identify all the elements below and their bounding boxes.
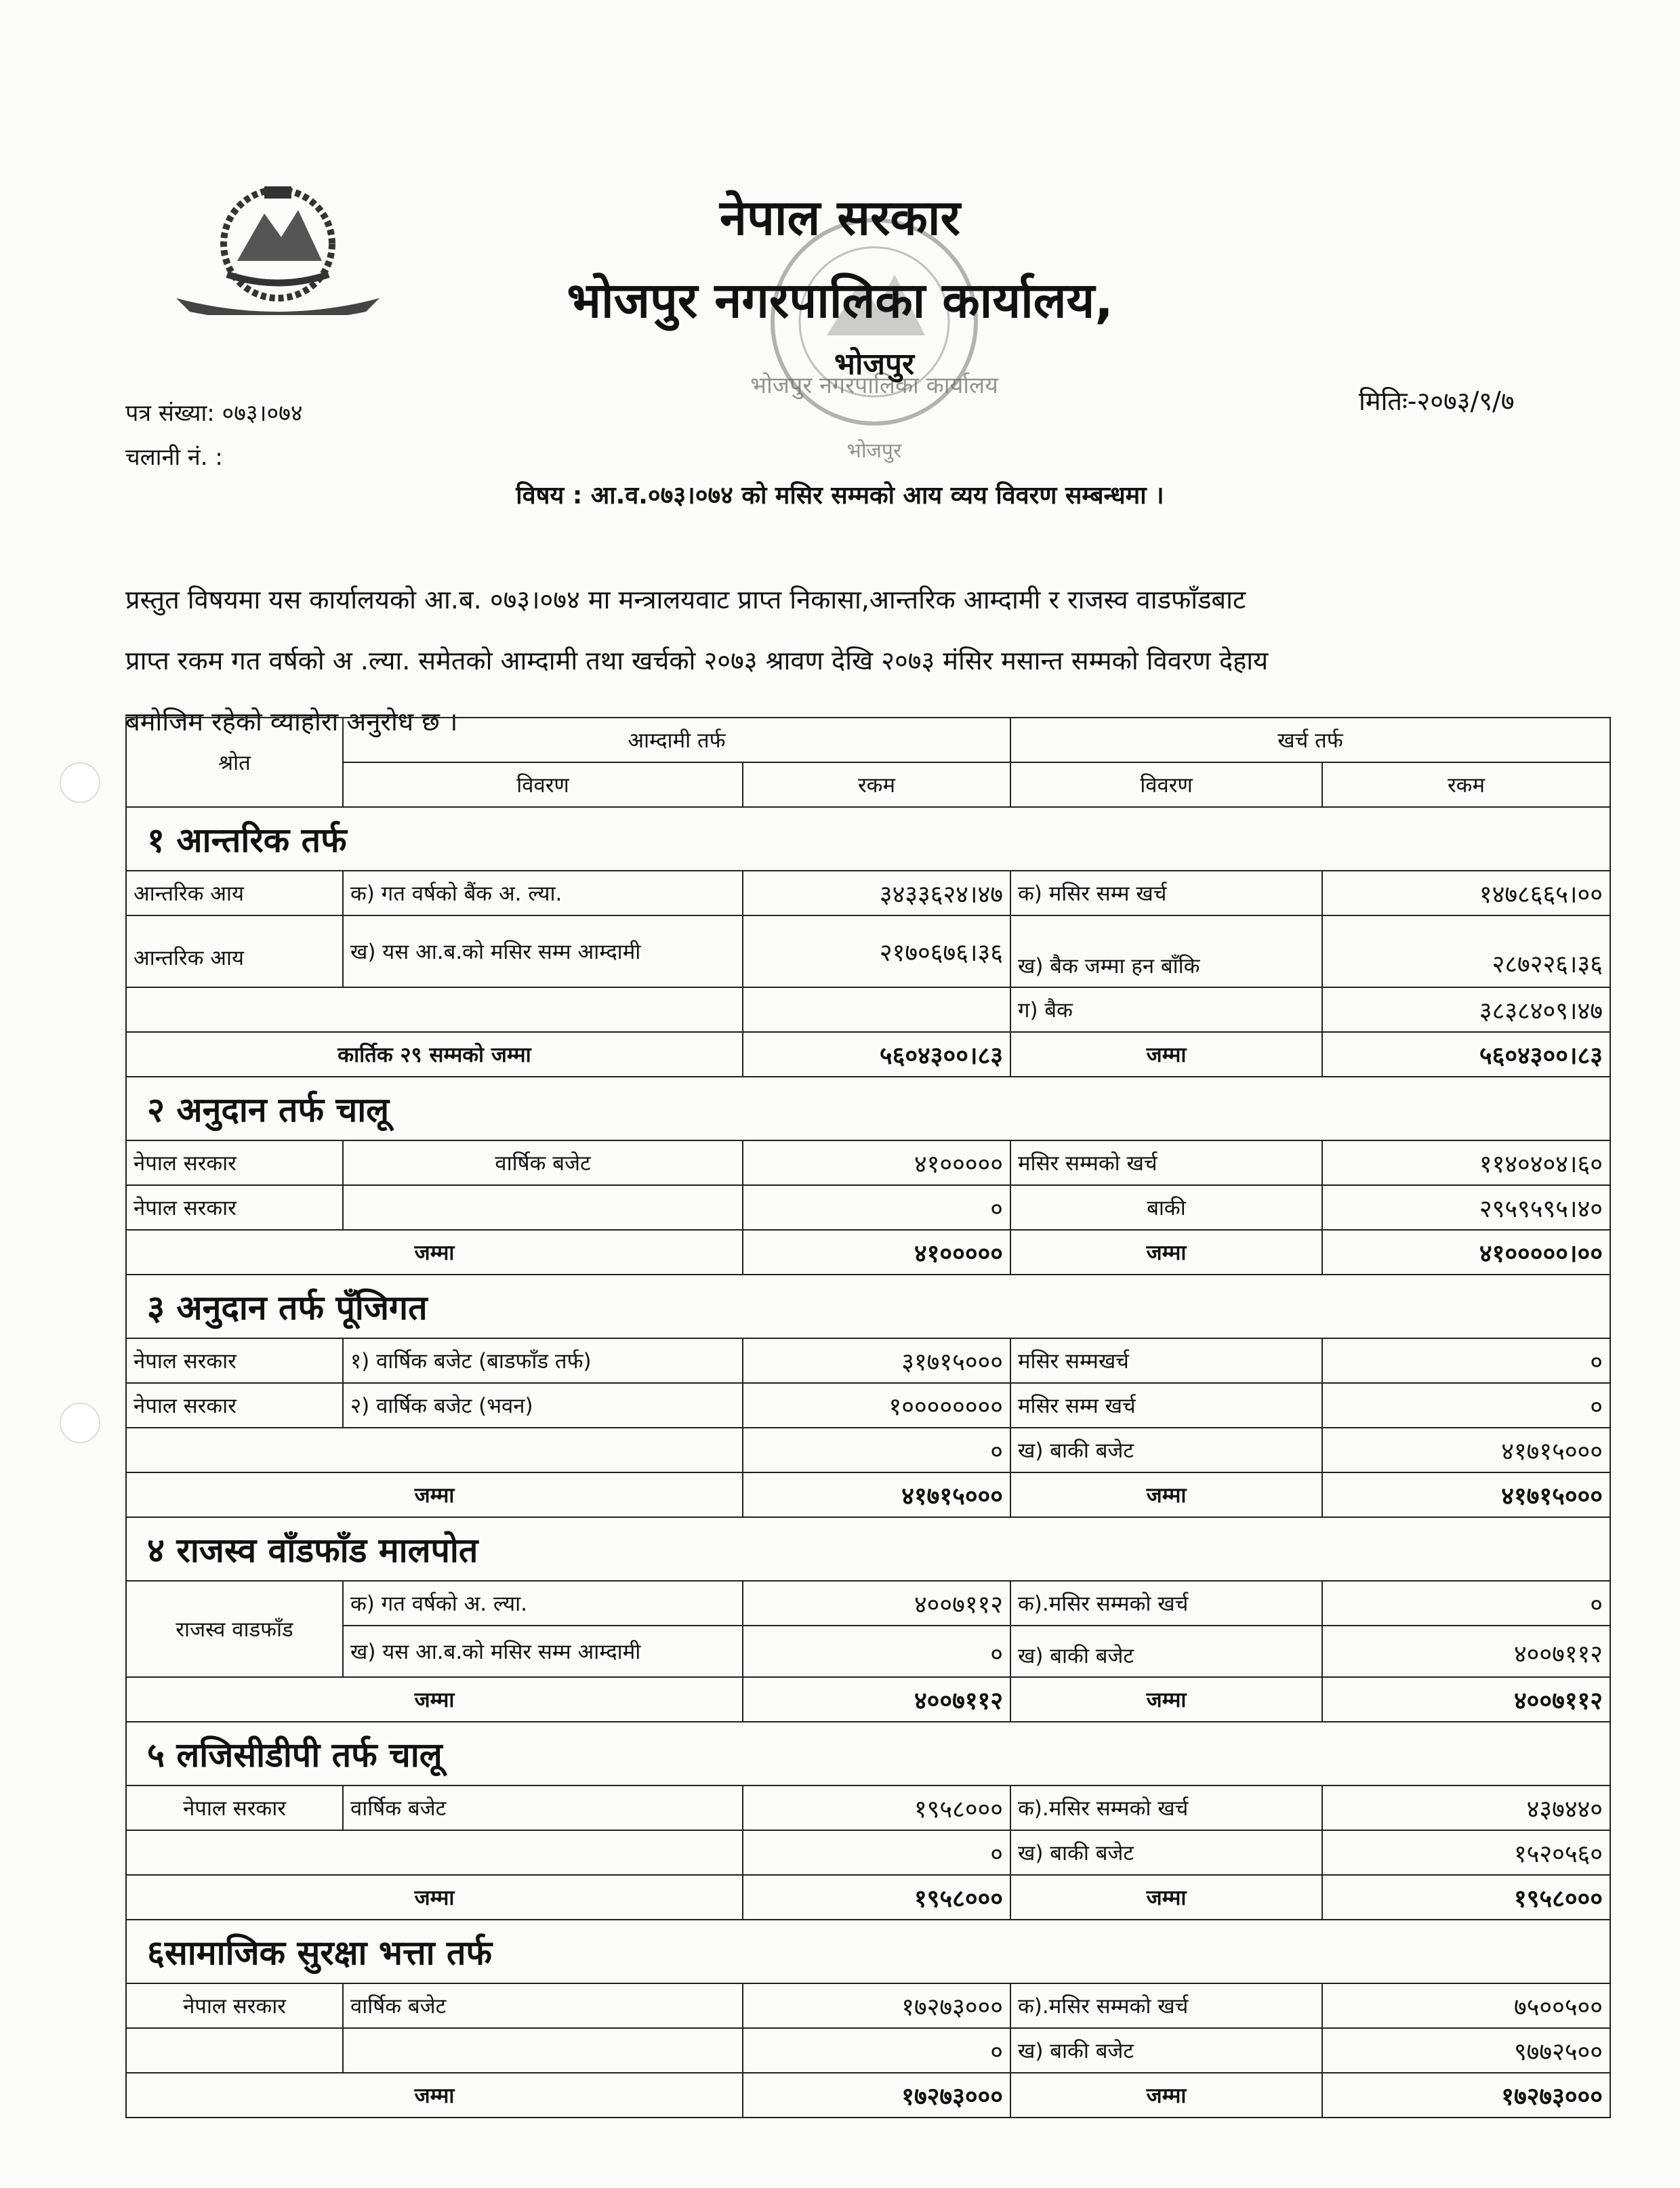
section-title: ६सामाजिक सुरक्षा भत्ता तर्फ [126,1920,1610,1983]
total-label: जम्मा [1010,1230,1322,1275]
cell-income-desc [343,1185,743,1230]
cell-expense-amount: ९७७२५०० [1322,2028,1610,2073]
header-income-amount: रकम [743,762,1010,807]
total-expense: ४१०००००।०० [1322,1230,1610,1275]
cell-expense-amount: ३८३८४०९।४७ [1322,987,1610,1032]
cell-income-amount: ३१७१५००० [743,1338,1010,1383]
section-title: ४ राजस्व वाँडफाँड मालपोत [126,1517,1610,1581]
cell-income-desc: ख) यस आ.ब.को मसिर सम्म आम्दामी [343,1626,743,1677]
cell-expense-amount: ० [1322,1581,1610,1626]
dispatch-number: चलानी नं. : [125,444,223,471]
cell-expense-desc: क).मसिर सम्मको खर्च [1010,1786,1322,1830]
cell-expense-desc: ख) बाकी बजेट [1010,1830,1322,1875]
svg-text:भोजपुर नगरपालिका कार्यालय: भोजपुर नगरपालिका कार्यालय [750,372,998,399]
cell-empty [126,2028,343,2073]
cell-expense-desc: मसिर सम्म खर्च [1010,1383,1322,1428]
cell-source: नेपाल सरकार [126,1983,343,2028]
section-title: ३ अनुदान तर्फ पूँजिगत [126,1275,1610,1338]
cell-income-amount: ४१००००० [743,1140,1010,1185]
punch-hole [60,1403,100,1443]
cell-source: आन्तरिक आय [126,871,343,915]
cell-income-amount: १९५८००० [743,1786,1010,1830]
cell-expense-amount: ४१७१५००० [1322,1428,1610,1472]
cell-income-desc: क) गत वर्षको अ. ल्या. [343,1581,743,1626]
section-title: १ आन्तरिक तर्फ [126,807,1610,871]
cell-income-amount: ४००७११२ [743,1581,1010,1626]
punch-hole [60,762,100,803]
total-label: जम्मा [126,1875,743,1920]
total-label: जम्मा [1010,2073,1322,2118]
cell-income-desc: क) गत वर्षको बैंक अ. ल्या. [343,871,743,915]
govt-title: नेपाल सरकार [720,189,960,246]
cell-source: राजस्व वाडफाँड [126,1581,343,1677]
cell-expense-desc: ख) बाकी बजेट [1010,2028,1322,2073]
total-income: १९५८००० [743,1875,1010,1920]
cell-expense-desc: मसिर सम्मको खर्च [1010,1140,1322,1185]
cell-income-desc: २) वार्षिक बजेट (भवन) [343,1383,743,1428]
cell-income-desc: १) वार्षिक बजेट (बाडफाँड तर्फ) [343,1338,743,1383]
section-title: ५ लजिसीडीपी तर्फ चालू [126,1722,1610,1786]
total-income: ४१००००० [743,1230,1010,1275]
cell-income-amount: ० [743,1626,1010,1677]
cell-expense-desc: ख) बैक जम्मा हन बाँकि [1010,915,1322,987]
total-label: जम्मा [126,1230,743,1275]
cell-expense-desc: क).मसिर सम्मको खर्च [1010,1983,1322,2028]
total-income: ५६०४३००।८३ [743,1032,1010,1077]
letter-number: पत्र संख्या: ०७३।०७४ [125,400,303,427]
section-title: २ अनुदान तर्फ चालू [126,1077,1610,1140]
total-label: कार्तिक २९ सम्मको जम्मा [126,1032,743,1077]
total-label: जम्मा [126,1472,743,1517]
body-line: बमोजिम रहेको व्याहोरा अनुरोध छ । [125,707,458,737]
header-expense-amount: रकम [1322,762,1610,807]
cell-expense-desc: ग) बैक [1010,987,1322,1032]
total-income: १७२७३००० [743,2073,1010,2118]
total-expense: ५६०४३००।८३ [1322,1032,1610,1077]
cell-expense-desc: ख) बाकी बजेट [1010,1428,1322,1472]
svg-text:भोजपुर: भोजपुर [846,439,902,463]
total-expense: १७२७३००० [1322,2073,1610,2118]
cell-expense-amount: ० [1322,1338,1610,1383]
total-expense: ४१७१५००० [1322,1472,1610,1517]
cell-income-desc: ख) यस आ.ब.को मसिर सम्म आम्दामी [343,915,743,987]
cell-expense-desc: मसिर सम्मखर्च [1010,1338,1322,1383]
cell-expense-amount: ४३७४४० [1322,1786,1610,1830]
total-label: जम्मा [1010,1875,1322,1920]
office-title: भोजपुर नगरपालिका कार्यालय, [567,272,1113,329]
cell-expense-desc: बाकी [1010,1185,1322,1230]
total-income: ४१७१५००० [743,1472,1010,1517]
cell-empty [343,2028,743,2073]
cell-expense-amount: ७५००५०० [1322,1983,1610,2028]
cell-expense-desc: क).मसिर सम्मको खर्च [1010,1581,1322,1626]
header-source: श्रोत [126,718,343,807]
cell-income-desc: वार्षिक बजेट [343,1786,743,1830]
cell-income-amount: ३४३३६२४।४७ [743,871,1010,915]
total-income: ४००७११२ [743,1677,1010,1722]
cell-source: नेपाल सरकार [126,1786,343,1830]
header-income-desc: विवरण [343,762,743,807]
cell-source: नेपाल सरकार [126,1383,343,1428]
cell-expense-amount: २८७२२६।३६ [1322,915,1610,987]
cell-income-amount: १७२७३००० [743,1983,1010,2028]
cell-income-amount: २१७०६७६।३६ [743,915,1010,987]
cell-expense-amount: १५२०५६० [1322,1830,1610,1875]
total-expense: ४००७११२ [1322,1677,1610,1722]
cell-expense-amount: ११४०४०४।६० [1322,1140,1610,1185]
cell-income-amount: ० [743,1428,1010,1472]
letter-date: मितिः-२०७३/९/७ [1359,386,1515,416]
cell-source: नेपाल सरकार [126,1338,343,1383]
header-expense: खर्च तर्फ [1010,718,1610,762]
cell-income-amount: १०००००००० [743,1383,1010,1428]
cell-income-amount [743,987,1010,1032]
total-label: जम्मा [1010,1472,1322,1517]
cell-expense-amount: ० [1322,1383,1610,1428]
total-label: जम्मा [1010,1677,1322,1722]
total-label: जम्मा [126,2073,743,2118]
total-expense: १९५८००० [1322,1875,1610,1920]
cell-source: नेपाल सरकार [126,1185,343,1230]
cell-income-amount: ० [743,1830,1010,1875]
office-place: भोजपुर [834,347,914,381]
cell-source: आन्तरिक आय [126,915,343,987]
cell-expense-desc: ख) बाकी बजेट [1010,1626,1322,1677]
income-expense-table [125,717,1611,2118]
letter-subject: विषय : आ.व.०७३।०७४ को मसिर सम्मको आय व्यय विवरण सम्बन्धमा । [516,482,1164,510]
cell-empty [126,1428,743,1472]
total-label: जम्मा [1010,1032,1322,1077]
body-line: प्राप्त रकम गत वर्षको अ .ल्या. समेतको आम्दामी तथा खर्चको २०७३ श्रावण देखि २०७३ मंसिर मसान्त सम्मको विवरण देहाय [125,646,1269,676]
cell-income-amount: ० [743,1185,1010,1230]
cell-empty [126,1830,743,1875]
cell-expense-amount: १४७८६६५।०० [1322,871,1610,915]
cell-source: नेपाल सरकार [126,1140,343,1185]
cell-income-amount: ० [743,2028,1010,2073]
cell-income-desc: वार्षिक बजेट [343,1983,743,2028]
cell-empty [126,987,743,1032]
cell-expense-desc: क) मसिर सम्म खर्च [1010,871,1322,915]
cell-expense-amount: ४००७११२ [1322,1626,1610,1677]
body-line: प्रस्तुत विषयमा यस कार्यालयको आ.ब. ०७३।०७४ मा मन्त्रालयवाट प्राप्त निकासा,आन्तरिक आम्दामी र राजस्व वाडफाँडबाट [125,585,1246,615]
cell-expense-amount: २९५९५९५।४० [1322,1185,1610,1230]
cell-income-desc: वार्षिक बजेट [343,1140,743,1185]
total-label: जम्मा [126,1677,743,1722]
header-income: आम्दामी तर्फ [343,718,1010,762]
header-expense-desc: विवरण [1010,762,1322,807]
